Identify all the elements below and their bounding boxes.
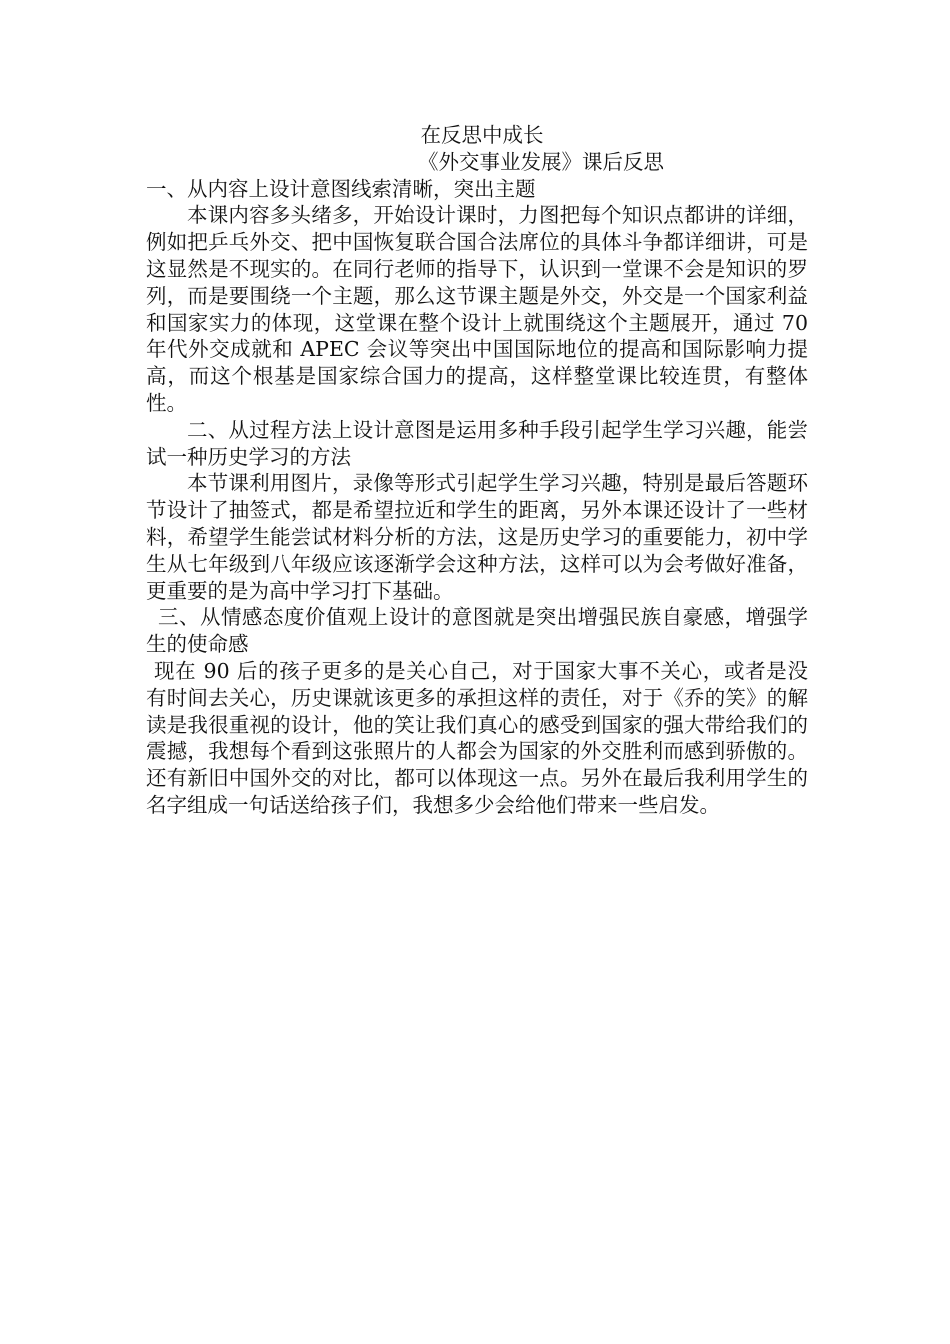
document-page: [146, 122, 808, 819]
section-2-heading: 二、从过程方法上设计意图是运用多种手段引起学生学习兴趣，能尝试一种历史学习的方法: [146, 417, 808, 469]
section-1-heading: 一、从内容上设计意图线索清晰，突出主题: [146, 176, 536, 201]
document-subtitle: 《外交事业发展》课后反思: [418, 149, 664, 174]
document-title: 在反思中成长: [420, 123, 544, 147]
section-1-body: 本课内容多头绪多，开始设计课时，力图把每个知识点都讲的详细，例如把乒乓外交、把中国恢复联合国合法席位的具体斗争都详细讲，可是这显然是不现实的。在同行老师的指导下，认识到一堂课不会是知识的罗列，而是要围绕一个主题，那么这节课主题是外交，外交是一个国家利益和国家实力的体现，这堂课在整个设计上就围绕这个主题展开，通过 70 年代外交成就和 APEC 会议等突出中国国际地位的提高和国际影响力提高，而这个根基是国家综合国力的提高，这样整堂课比较连贯，有整体性。: [146, 203, 808, 415]
section-3-body: 现在 90 后的孩子更多的是关心自己，对于国家大事不关心，或者是没有时间去关心，历史课就该更多的承担这样的责任，对于《乔的笑》的解读是我很重视的设计，他的笑让我们真心的感受到国家的强大带给我们的震撼，我想每个看到这张照片的人都会为国家的外交胜利而感到骄傲的。还有新旧中国外交的对比，都可以体现这一点。另外在最后我利用学生的名字组成一句话送给孩子们，我想多少会给他们带来一些启发。: [146, 658, 808, 817]
section-2-body: 本节课利用图片，录像等形式引起学生学习兴趣，特别是最后答题环节设计了抽签式，都是希望拉近和学生的距离，另外本课还设计了一些材料，希望学生能尝试材料分析的方法，这是历史学习的重要能力，初中学生从七年级到八年级应该逐渐学会这种方法，这样可以为会考做好准备，更重要的是为高中学习打下基础。: [146, 471, 808, 603]
section-3-heading: 三、从情感态度价值观上设计的意图就是突出增强民族自豪感，增强学生的使命感: [146, 605, 808, 657]
